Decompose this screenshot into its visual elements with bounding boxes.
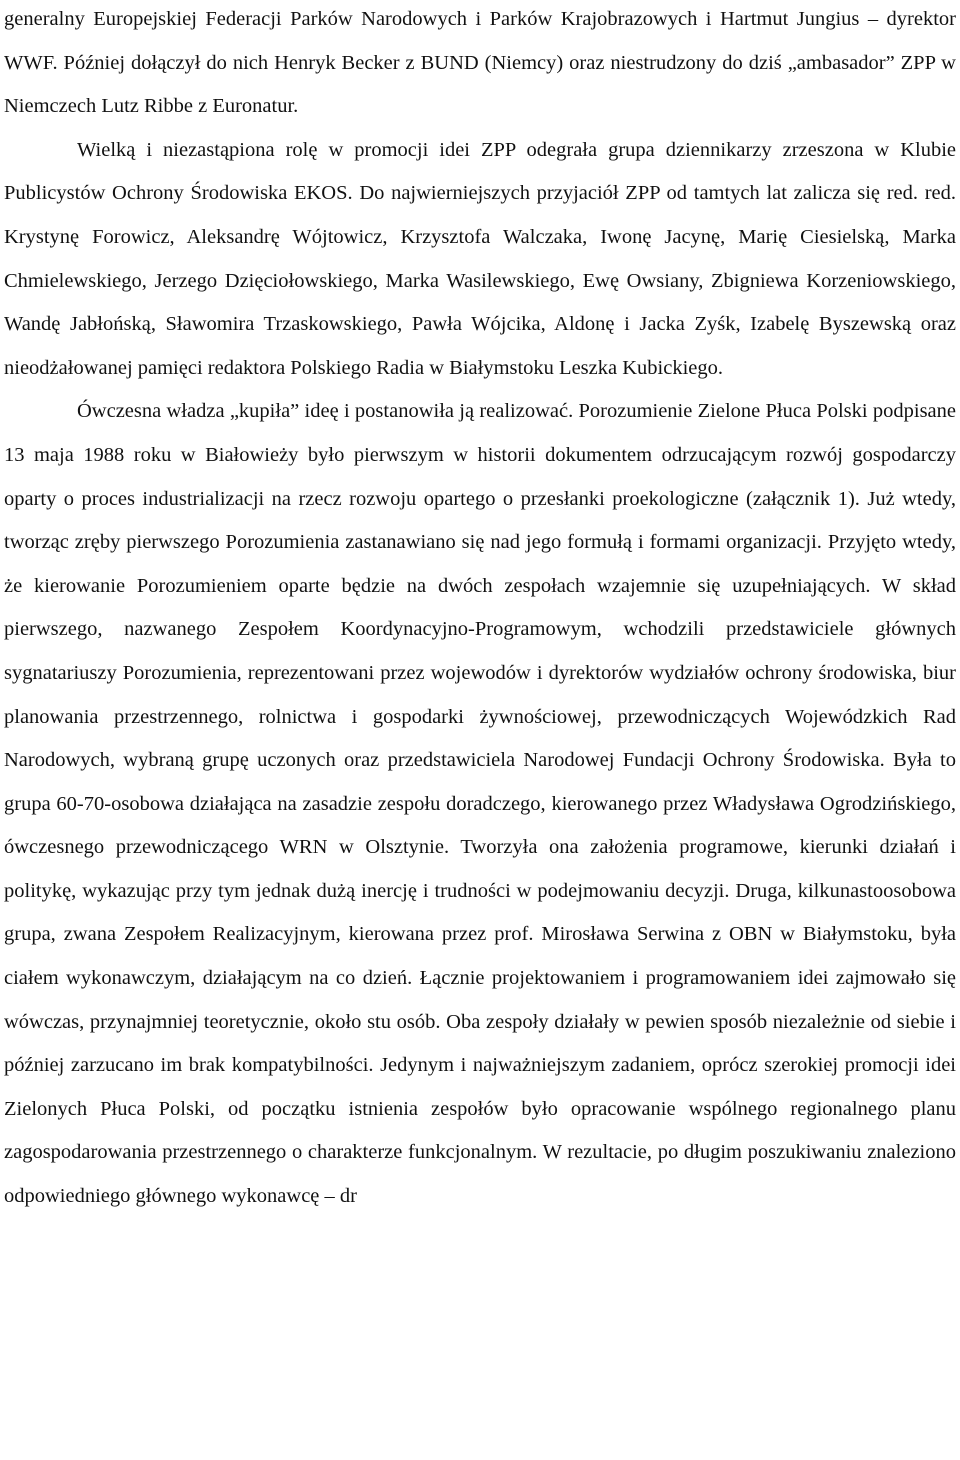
paragraph-journalists: Wielką i niezastąpiona rolę w promocji idei ZPP odegrała grupa dziennikarzy zrzeszona w Klubie Publicystów Ochrony Środowiska EKOS. Do najwierniejszych przyjaciół ZPP od tamtych lat zalicza się red. red. Krystynę Forowicz, Aleksandrę Wójtowicz, Krzysztofa Walczaka, Iwonę Jacynę, Marię Ciesielską, Marka Chmielewskiego, Jerzego Dzięciołowskiego, Marka Wasilewskiego, Ewę Owsiany, Zbigniewa Korzeniowskiego, Wandę Jabłońską, Sławomira Trzaskowskiego, Pawła Wójcika, Aldonę i Jacka Zyśk, Izabelę Byszewską oraz nieodżałowanej pamięci redaktora Polskiego Radia w Białymstoku Leszka Kubickiego. — [4, 138, 956, 379]
paragraph-agreement: Ówczesna władza „kupiła” ideę i postanowiła ją realizować. Porozumienie Zielone Płuca Polski podpisane 13 maja 1988 roku w Białowieży było pierwszym w historii dokumentem odrzucającym rozwój gospodarczy oparty o proces industrializacji na rzecz rozwoju opartego o przesłanki proekologiczne (załącznik 1). Już wtedy, tworząc zręby pierwszego Porozumienia zastanawiano się nad jego formułą i formami organizacji. Przyjęto wtedy, że kierowanie Porozumieniem oparte będzie na dwóch zespołach wzajemnie się uzupełniających. W skład pierwszego, nazwanego Zespołem Koordynacyjno-Programowym, wchodzili przedstawiciele głównych sygnatariuszy Porozumienia, reprezentowani przez wojewodów i dyrektorów wydziałów ochrony środowiska, biur planowania przestrzennego, rolnictwa i gospodarki żywnościowej, przewodniczących Wojewódzkich Rad Narodowych, wybraną grupę uczonych oraz przedstawiciela Narodowej Fundacji Ochrony Środowiska. Była to grupa 60-70-osobowa działająca na zasadzie zespołu doradczego, kierowanego przez Władysława Ogrodzińskiego, ówczesnego przewodniczącego WRN w Olsztynie. Tworzyła ona założenia programowe, kierunki działań i politykę, wykazując przy tym jednak dużą inercję i trudności w podejmowaniu decyzji. Druga, kilkunastoosobowa grupa, zwana Zespołem Realizacyjnym, kierowana przez prof. Mirosława Serwina z OBN w Białymstoku, była ciałem wykonawczym, działającym na co dzień. Łącznie projektowaniem i programowaniem idei zajmowało się wówczas, przynajmniej teoretycznie, około stu osób. Oba zespoły działały w pewien sposób niezależnie od siebie i później zarzucano im brak kompatybilności. Jedynym i najważniejszym zadaniem, oprócz szerokiej promocji idei Zielonych Płuca Polski, od początku istnienia zespołów było opracowanie wspólnego regionalnego planu zagospodarowania przestrzennego o charakterze funkcjonalnym. W rezultacie, po długim poszukiwaniu znaleziono odpowiedniego głównego wykonawcę – dr — [4, 400, 956, 1208]
document-page — [4, 0, 956, 1219]
paragraph-ambassadors: generalny Europejskiej Federacji Parków Narodowych i Parków Krajobrazowych i Hartmut Jungius – dyrektor WWF. Później dołączył do nich Henryk Becker z BUND (Niemcy) oraz niestrudzony do dziś „ambasador” ZPP w Niemczech Lutz Ribbe z Euronatur. — [4, 8, 956, 118]
